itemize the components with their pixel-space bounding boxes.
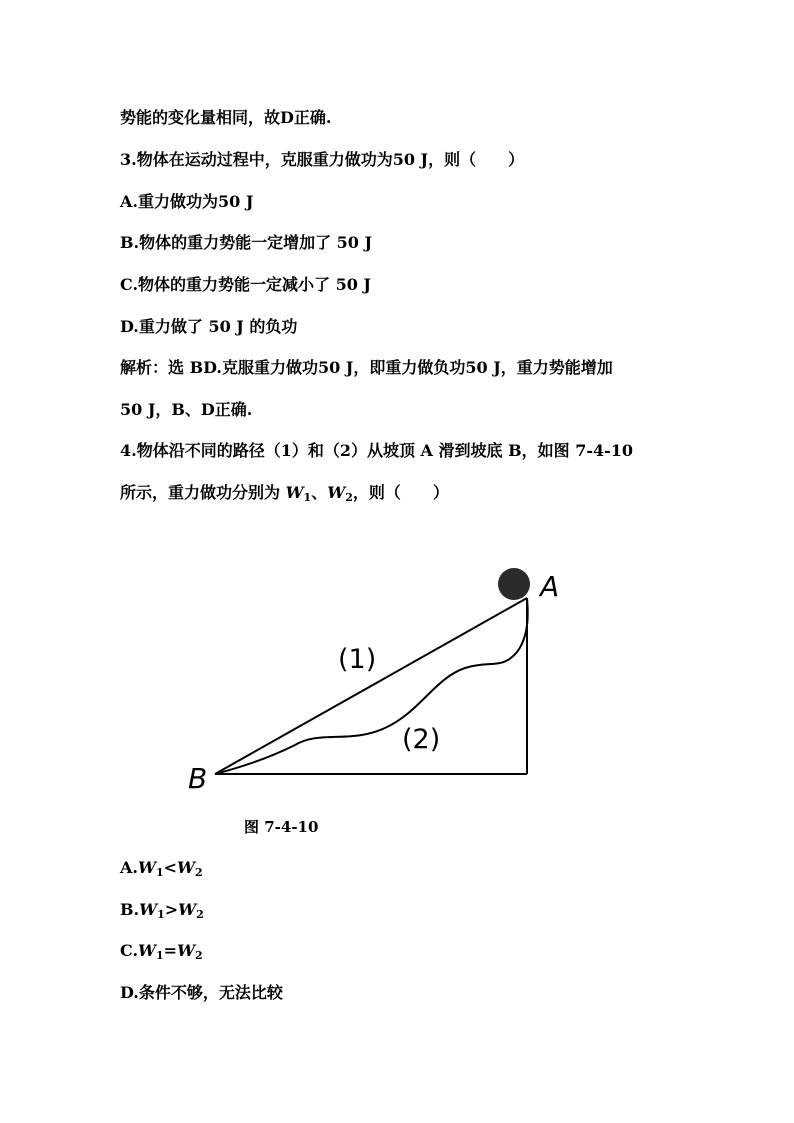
opt-a-operator: < xyxy=(163,858,178,877)
w1-symbol: W xyxy=(285,483,304,502)
w2-subscript: 2 xyxy=(345,491,353,504)
label-a: A xyxy=(540,570,560,603)
opt-a-w2: W xyxy=(177,858,195,877)
q4-line2-suffix: ，则（ ） xyxy=(352,483,449,502)
slope-figure xyxy=(180,560,580,800)
q4-option-d: D.条件不够，无法比较 xyxy=(120,983,283,1002)
q4-option-b xyxy=(120,900,204,920)
figure-caption: 图 7-4-10 xyxy=(244,818,319,836)
text-line-conclusion: 势能的变化量相同，故D正确. xyxy=(120,108,332,127)
question-3: 3.物体在运动过程中，克服重力做功为50 J，则（ ） xyxy=(120,150,525,169)
q3-option-d: D.重力做了 50 J 的负功 xyxy=(120,317,298,336)
q4-option-a xyxy=(120,858,203,878)
opt-c-prefix: C. xyxy=(120,941,139,960)
opt-b-sub2: 2 xyxy=(196,908,204,921)
path-1-line xyxy=(215,598,527,774)
opt-a-prefix: A. xyxy=(120,858,138,877)
q3-option-a: A.重力做功为50 J xyxy=(120,192,254,211)
opt-c-sub2: 2 xyxy=(195,949,203,962)
label-path-1: (1) xyxy=(338,644,377,675)
analysis-line-2: 50 J，B、D正确. xyxy=(120,400,253,419)
separator: 、 xyxy=(311,483,328,502)
label-b: B xyxy=(188,762,208,795)
opt-a-w1: W xyxy=(137,858,156,877)
q4-line2-prefix: 所示，重力做功分别为 xyxy=(120,483,286,502)
opt-b-operator: > xyxy=(164,900,179,919)
opt-c-w1: W xyxy=(138,941,156,960)
q4-option-c xyxy=(120,941,203,961)
opt-b-prefix: B. xyxy=(120,900,140,919)
label-path-2: (2) xyxy=(402,724,441,755)
analysis-line-1: 解析：选 BD.克服重力做功50 J，即重力做负功50 J，重力势能增加 xyxy=(120,358,613,377)
slope-diagram-svg xyxy=(180,560,580,800)
w2-symbol: W xyxy=(327,483,346,502)
w1-subscript: 1 xyxy=(303,491,312,504)
opt-c-operator: = xyxy=(163,941,178,960)
q3-option-c: C.物体的重力势能一定减小了 50 J xyxy=(120,275,372,294)
q3-option-b: B.物体的重力势能一定增加了 50 J xyxy=(120,233,373,252)
opt-c-sub1: 1 xyxy=(156,949,164,962)
ball-icon xyxy=(498,568,530,600)
opt-a-sub1: 1 xyxy=(155,866,164,879)
opt-b-w2: W xyxy=(178,900,197,919)
opt-c-w2: W xyxy=(177,941,196,960)
opt-b-sub1: 1 xyxy=(157,908,165,921)
opt-a-sub2: 2 xyxy=(194,866,203,879)
question-4-line-1: 4.物体沿不同的路径（1）和（2）从坡顶 A 滑到坡底 B，如图 7-4-10 xyxy=(120,441,634,460)
question-4-line-2 xyxy=(120,483,449,503)
opt-b-w1: W xyxy=(139,900,158,919)
